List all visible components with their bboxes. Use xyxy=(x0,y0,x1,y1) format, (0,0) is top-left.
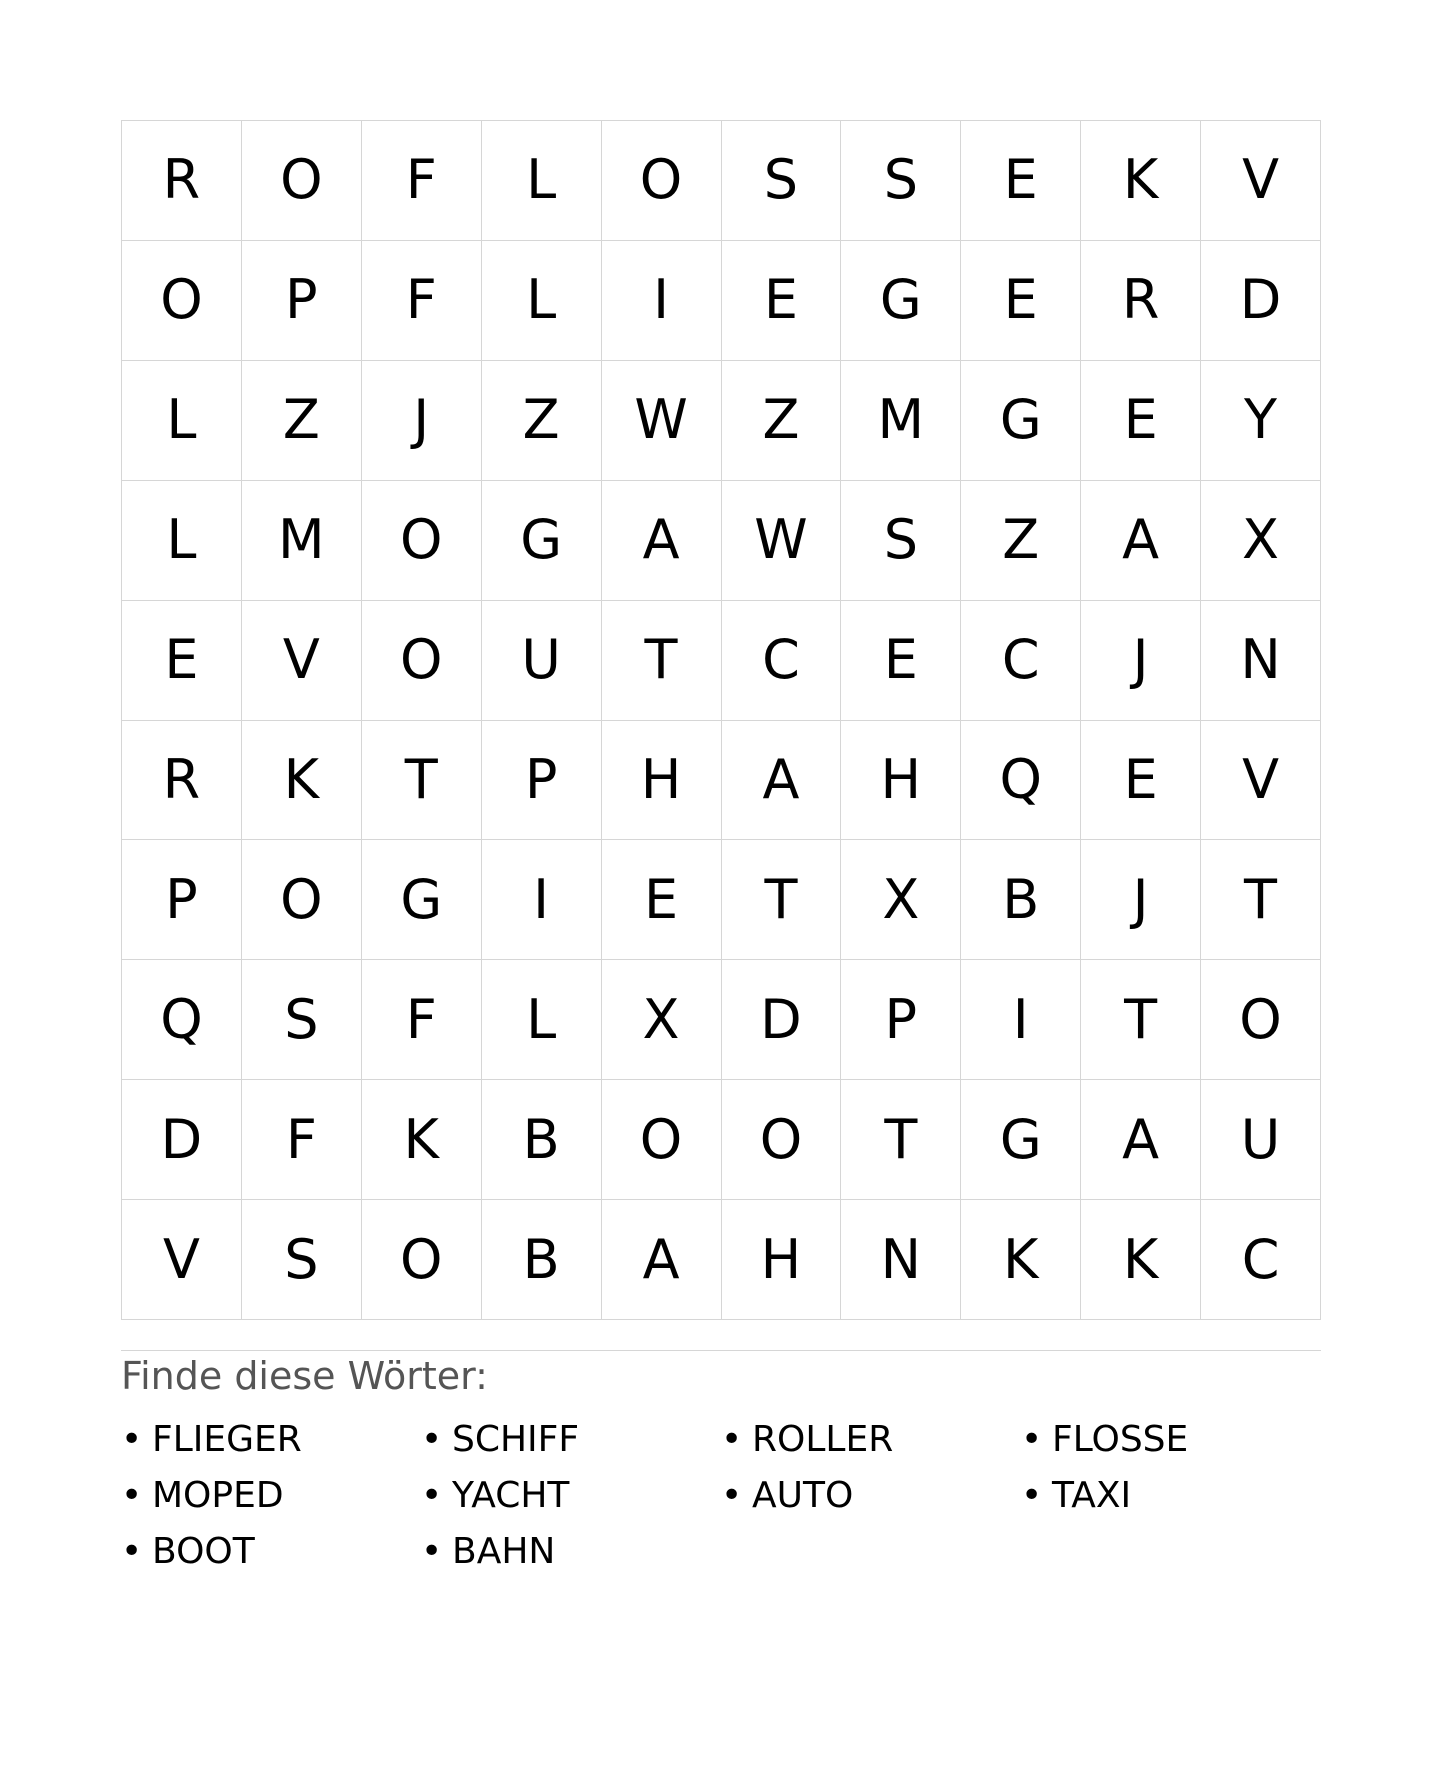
grid-cell[interactable]: R xyxy=(1081,241,1201,361)
bullet-icon: • xyxy=(121,1419,143,1460)
word-list xyxy=(121,1412,1321,1580)
grid-cell[interactable]: S xyxy=(242,960,362,1080)
grid-cell[interactable]: E xyxy=(1081,361,1201,481)
word-list-item xyxy=(1021,1412,1321,1468)
grid-cell[interactable]: E xyxy=(961,121,1081,241)
grid-cell[interactable]: G xyxy=(841,241,961,361)
grid-cell[interactable]: O xyxy=(602,121,722,241)
grid-cell[interactable]: S xyxy=(841,121,961,241)
grid-cell[interactable]: N xyxy=(1201,601,1321,721)
grid-cell[interactable]: G xyxy=(362,840,482,960)
grid-cell[interactable]: A xyxy=(602,481,722,601)
grid-cell[interactable]: M xyxy=(242,481,362,601)
grid-cell[interactable]: O xyxy=(242,121,362,241)
word-label: BAHN xyxy=(452,1531,556,1572)
grid-cell[interactable]: J xyxy=(1081,840,1201,960)
grid-cell[interactable]: O xyxy=(362,601,482,721)
grid-cell[interactable]: A xyxy=(602,1200,722,1320)
grid-cell[interactable]: H xyxy=(841,721,961,841)
grid-cell[interactable]: H xyxy=(722,1200,842,1320)
word-label: TAXI xyxy=(1052,1475,1132,1516)
word-list-item xyxy=(421,1524,721,1580)
grid-cell[interactable]: B xyxy=(482,1080,602,1200)
grid-cell[interactable]: A xyxy=(1081,481,1201,601)
grid-cell[interactable]: G xyxy=(482,481,602,601)
grid-cell[interactable]: V xyxy=(242,601,362,721)
grid-cell[interactable]: Y xyxy=(1201,361,1321,481)
grid-cell[interactable]: K xyxy=(1081,1200,1201,1320)
grid-cell[interactable]: B xyxy=(961,840,1081,960)
word-label: ROLLER xyxy=(752,1419,894,1460)
grid-cell[interactable]: I xyxy=(482,840,602,960)
word-list-item xyxy=(721,1468,1021,1524)
bullet-icon: • xyxy=(421,1531,443,1572)
grid-cell[interactable]: V xyxy=(122,1200,242,1320)
grid-cell[interactable]: R xyxy=(122,721,242,841)
divider xyxy=(121,1350,1321,1351)
word-list-heading: Finde diese Wörter: xyxy=(121,1354,488,1398)
grid-cell[interactable]: D xyxy=(722,960,842,1080)
grid-cell[interactable]: Z xyxy=(722,361,842,481)
grid-cell[interactable]: K xyxy=(961,1200,1081,1320)
grid-cell[interactable]: V xyxy=(1201,721,1321,841)
word-list-item xyxy=(421,1468,721,1524)
grid-cell[interactable]: O xyxy=(242,840,362,960)
grid-cell[interactable]: I xyxy=(961,960,1081,1080)
grid-cell[interactable]: N xyxy=(841,1200,961,1320)
grid-cell[interactable]: T xyxy=(602,601,722,721)
grid-cell[interactable]: O xyxy=(362,1200,482,1320)
grid-cell[interactable]: E xyxy=(722,241,842,361)
grid-cell[interactable]: S xyxy=(242,1200,362,1320)
word-label: FLOSSE xyxy=(1052,1419,1189,1460)
grid-cell[interactable]: O xyxy=(602,1080,722,1200)
word-list-item xyxy=(721,1412,1021,1468)
grid-cell[interactable]: E xyxy=(1081,721,1201,841)
grid-cell[interactable]: G xyxy=(961,361,1081,481)
word-label: SCHIFF xyxy=(452,1419,580,1460)
grid-cell[interactable]: A xyxy=(1081,1080,1201,1200)
grid-cell[interactable]: C xyxy=(1201,1200,1321,1320)
grid-cell[interactable]: F xyxy=(362,960,482,1080)
grid-cell[interactable]: O xyxy=(1201,960,1321,1080)
bullet-icon: • xyxy=(421,1475,443,1516)
grid-cell[interactable]: L xyxy=(482,960,602,1080)
grid-cell[interactable]: L xyxy=(482,121,602,241)
word-label: BOOT xyxy=(152,1531,255,1572)
word-label: MOPED xyxy=(152,1475,284,1516)
bullet-icon: • xyxy=(1021,1419,1043,1460)
grid-cell[interactable]: B xyxy=(482,1200,602,1320)
word-list-item xyxy=(121,1524,421,1580)
grid-cell[interactable]: O xyxy=(722,1080,842,1200)
bullet-icon: • xyxy=(1021,1475,1043,1516)
word-list-item xyxy=(121,1412,421,1468)
grid-cell[interactable]: O xyxy=(122,241,242,361)
word-list-item xyxy=(421,1412,721,1468)
grid-cell[interactable]: T xyxy=(362,721,482,841)
grid-cell[interactable]: U xyxy=(482,601,602,721)
grid-cell[interactable]: A xyxy=(722,721,842,841)
grid-cell[interactable]: G xyxy=(961,1080,1081,1200)
grid-cell[interactable]: S xyxy=(841,481,961,601)
grid-cell[interactable]: M xyxy=(841,361,961,481)
grid-cell[interactable]: J xyxy=(1081,601,1201,721)
word-list-item xyxy=(121,1468,421,1524)
grid-cell[interactable]: Z xyxy=(482,361,602,481)
grid-cell[interactable]: H xyxy=(602,721,722,841)
grid-cell[interactable]: E xyxy=(961,241,1081,361)
grid-cell[interactable]: S xyxy=(722,121,842,241)
grid-cell[interactable]: K xyxy=(242,721,362,841)
grid-cell[interactable]: J xyxy=(362,361,482,481)
grid-cell[interactable]: K xyxy=(1081,121,1201,241)
grid-cell[interactable]: X xyxy=(602,960,722,1080)
grid-cell[interactable]: P xyxy=(841,960,961,1080)
grid-cell[interactable]: Z xyxy=(242,361,362,481)
grid-cell[interactable]: T xyxy=(1081,960,1201,1080)
grid-cell[interactable]: P xyxy=(122,840,242,960)
bullet-icon: • xyxy=(721,1419,743,1460)
grid-cell[interactable]: O xyxy=(362,481,482,601)
grid-cell[interactable]: X xyxy=(1201,481,1321,601)
grid-cell[interactable]: X xyxy=(841,840,961,960)
word-list-item xyxy=(1021,1468,1321,1524)
bullet-icon: • xyxy=(121,1475,143,1516)
word-search-grid xyxy=(121,120,1321,1320)
word-label: FLIEGER xyxy=(152,1419,302,1460)
grid-cell[interactable]: T xyxy=(1201,840,1321,960)
grid-cell[interactable]: F xyxy=(242,1080,362,1200)
grid-cell[interactable]: E xyxy=(602,840,722,960)
grid-cell[interactable]: Q xyxy=(122,960,242,1080)
grid-cell[interactable]: Z xyxy=(961,481,1081,601)
grid-cell[interactable]: L xyxy=(482,241,602,361)
word-label: YACHT xyxy=(452,1475,570,1516)
grid-cell[interactable]: P xyxy=(242,241,362,361)
grid-cell[interactable]: L xyxy=(122,481,242,601)
grid-cell[interactable]: E xyxy=(122,601,242,721)
grid-cell[interactable]: C xyxy=(722,601,842,721)
grid-cell[interactable]: D xyxy=(122,1080,242,1200)
grid-cell[interactable]: R xyxy=(122,121,242,241)
bullet-icon: • xyxy=(421,1419,443,1460)
grid-cell[interactable]: I xyxy=(602,241,722,361)
grid-cell[interactable]: V xyxy=(1201,121,1321,241)
grid-cell[interactable]: E xyxy=(841,601,961,721)
bullet-icon: • xyxy=(121,1531,143,1572)
grid-cell[interactable]: U xyxy=(1201,1080,1321,1200)
grid-cell[interactable]: W xyxy=(722,481,842,601)
grid-cell[interactable]: T xyxy=(722,840,842,960)
bullet-icon: • xyxy=(721,1475,743,1516)
grid-cell[interactable]: C xyxy=(961,601,1081,721)
grid-cell[interactable]: W xyxy=(602,361,722,481)
grid-cell[interactable]: D xyxy=(1201,241,1321,361)
grid-cell[interactable]: F xyxy=(362,121,482,241)
grid-cell[interactable]: F xyxy=(362,241,482,361)
grid-cell[interactable]: P xyxy=(482,721,602,841)
word-label: AUTO xyxy=(752,1475,854,1516)
grid-cell[interactable]: T xyxy=(841,1080,961,1200)
grid-cell[interactable]: Q xyxy=(961,721,1081,841)
grid-cell[interactable]: K xyxy=(362,1080,482,1200)
grid-cell[interactable]: L xyxy=(122,361,242,481)
